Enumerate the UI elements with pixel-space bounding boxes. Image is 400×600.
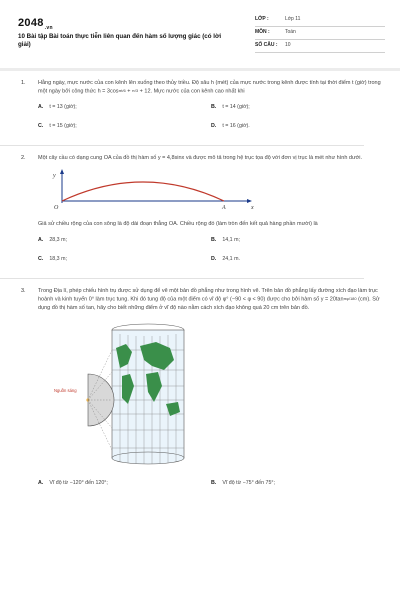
x-axis-label: x xyxy=(251,205,254,212)
document-title: 10 Bài tập Bài toán thực tiễn liên quan đến hàm số lượng giác (có lời giải) xyxy=(18,33,222,49)
question-number: 1. xyxy=(21,80,26,86)
option-c[interactable]: C. t = 15 (giờ); xyxy=(38,123,77,130)
y-axis-arrow-icon xyxy=(60,169,64,174)
answer-options xyxy=(38,104,384,142)
question-text: Một cây cầu có dạng cung OA của đồ thị hàm số y = 4,8sinx và được mô tả trong hệ trục tọa độ với đơn vị trục là mét như hình dưới. xyxy=(38,155,363,162)
cylindrical-projection-figure xyxy=(48,320,198,470)
meta-key: SỐ CÂU : xyxy=(255,42,278,49)
question-text: Hằng ngày, mực nước của con kênh lên xuống theo thủy triều. Độ sâu h (mét) của mực nước trong kênh được tính tại thời điểm t (giờ) trong một ngày bởi công thức h = 3cosπt/6 + π/3 + 12. Mực nước của con kênh cao nhất khi xyxy=(38,80,381,95)
x-axis-arrow-icon xyxy=(247,199,252,203)
option-b[interactable]: B. Vĩ độ từ −75° đến 75°; xyxy=(211,480,276,487)
formula-fraction: πt/6 xyxy=(118,87,126,93)
bridge-arc-graph xyxy=(48,169,258,211)
option-a[interactable]: A. t = 13 (giờ); xyxy=(38,104,77,111)
question-2 xyxy=(18,155,384,275)
meta-row-count xyxy=(255,40,385,53)
option-b[interactable]: B. t = 14 (giờ); xyxy=(211,104,250,111)
meta-value: Toán xyxy=(285,29,296,36)
document-header xyxy=(18,14,384,62)
cylinder-bottom xyxy=(112,452,184,464)
option-c[interactable]: C. 18,3 m; xyxy=(38,256,67,263)
option-d[interactable]: D. t = 16 (giờ). xyxy=(211,123,250,130)
meta-row-subject xyxy=(255,27,385,40)
question-separator xyxy=(0,145,364,146)
answer-options xyxy=(38,480,384,499)
bridge-arc xyxy=(62,182,224,201)
meta-key: MÔN : xyxy=(255,29,270,36)
y-axis-label: y xyxy=(53,173,56,180)
option-a[interactable]: A. 28,3 m; xyxy=(38,237,67,244)
meta-value: 10 xyxy=(285,42,291,49)
meta-key: LỚP : xyxy=(255,16,269,23)
light-source-label: Nguồn sáng xyxy=(54,388,77,394)
meta-value: Lớp 11 xyxy=(285,16,301,23)
question-text-followup: Giả sử chiều rộng của con sông là độ dài đoạn thẳng OA. Chiều rộng đó (làm tròn đến kết quả hàng phần mười) là xyxy=(38,221,318,228)
answer-options xyxy=(38,237,384,275)
question-text: Trong Địa lí, phép chiếu hình trụ được sử dụng để vẽ một bản đồ phẳng như trong hình vẽ. Trên bản đồ phẳng lấy đường xích đạo làm trục hoành và kinh tuyến 0° làm trục tung. Khi đó tung độ của một điểm có vĩ độ φ° (−90 < φ < 90) được cho bởi hàm số y = 20tanπφ/180 (cm). Sử dụng đồ thị hàm số tan, hãy cho biết những điểm ở vĩ độ nào nằm cách xích đạo không quá 20 cm trên bản đồ. xyxy=(38,288,380,311)
formula-fraction: π/3 xyxy=(132,87,139,93)
question-number: 2. xyxy=(21,155,26,162)
formula-fraction: πφ/180 xyxy=(343,296,357,302)
site-logo[interactable]: 2048.vn xyxy=(18,17,53,31)
question-1 xyxy=(18,80,384,142)
point-a-label: A xyxy=(222,205,226,212)
meta-row-grade xyxy=(255,14,385,27)
question-3 xyxy=(18,288,384,499)
question-separator xyxy=(0,278,364,279)
question-list xyxy=(18,80,384,499)
option-d[interactable]: D. 24,1 m. xyxy=(211,256,240,263)
header-divider xyxy=(0,68,400,71)
origin-label: O xyxy=(54,205,59,212)
question-number: 3. xyxy=(21,288,26,295)
meta-table xyxy=(255,14,385,53)
option-a[interactable]: A. Vĩ độ từ −120° đến 120°; xyxy=(38,480,108,487)
option-b[interactable]: B. 14,1 m; xyxy=(211,237,240,244)
